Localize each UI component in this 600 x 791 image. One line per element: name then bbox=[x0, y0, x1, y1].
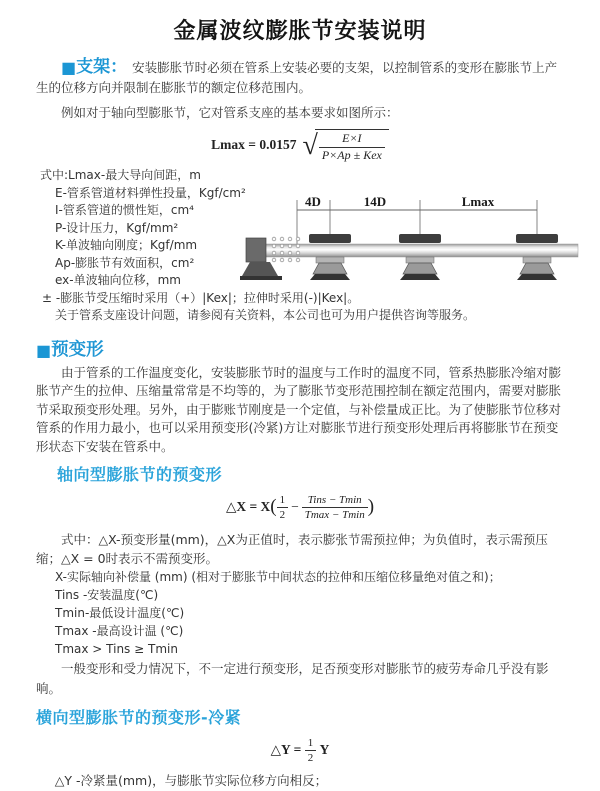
axial-formula bbox=[0, 493, 600, 523]
axial-definition-item: Tmin-最低设计温度(℃) bbox=[55, 605, 185, 620]
definition-item: P-设计压力，Kgf/mm² bbox=[55, 220, 179, 235]
support-section-paragraph bbox=[36, 57, 564, 98]
lateral-formula bbox=[0, 736, 600, 766]
page-title: 金属波纹膨胀节安装说明 bbox=[173, 19, 427, 44]
pipe-support-diagram bbox=[238, 192, 594, 290]
left-paren: ( bbox=[270, 496, 277, 518]
definition-intro: 式中:Lmax-最大导向间距，m bbox=[40, 168, 201, 183]
axial-note: 一般变形和受力情况下，不一定进行预变形，足否预变形对膨胀节的疲劳寿命几乎没有影响。 bbox=[36, 660, 549, 696]
support-intro-text: 安装膨胀节时必须在管系上安装必要的支架，以控制管系的变形在膨胀节上产生的位移方向并限制在膨胀节的额定位移范围内。 bbox=[36, 60, 558, 95]
section-square-icon: ■ bbox=[36, 340, 52, 360]
plus-minus-note: ± -膨胀节受压缩时采用（+）|Kex|；拉伸时采用(-)|Kex|。 bbox=[42, 290, 360, 305]
dim-label-lmax: Lmax bbox=[461, 194, 495, 209]
lmax-formula bbox=[0, 129, 600, 163]
definition-item: E-管系管道材料弹性投量，Kgf/cm² bbox=[55, 185, 246, 200]
axial-definition-item: Tmax -最高设计温 (℃) bbox=[55, 623, 184, 638]
half-numerator: 1 bbox=[277, 493, 289, 508]
radical-sign: √ bbox=[302, 130, 318, 162]
preform-paragraph: 由于管系的工作温度变化，安装膨胀节时的温度与工作时的温度不同，管系热膨胀冷缩对膨胀节产生的拉伸、压缩量常常是不均等的，为了膨胀节变形范围控制在额定范围内，需要对膨胀节采取预变形处理。另外，由于膨账节刚度是一个定值，与补偿量成正比。为了使膨胀节位移对管系的作用力最小，也可以采用预变形(冷紧)方让对膨胀节进行预变形处理后再将膨胀节在预变形状态下安装在管系中。 bbox=[36, 364, 562, 454]
lateral-formula-rhs: Y bbox=[319, 741, 330, 757]
service-note: 关于管系支座设计问题，请参阅有关资料，本公司也可为用户提供咨询等服务。 bbox=[55, 308, 476, 323]
support-example-text: 例如对于轴向型膨胀节，它对管系支座的基本要求如图所示： bbox=[61, 105, 399, 120]
axial-definition-item: Tmax > Tins ≥ Tmin bbox=[55, 641, 178, 656]
half-denominator: 2 bbox=[279, 509, 286, 522]
support-section-heading: 支架： bbox=[76, 57, 128, 77]
axial-definition-item: Tins -安装温度(℃) bbox=[55, 587, 159, 602]
temperature-fraction bbox=[302, 493, 368, 523]
temp-fraction-denominator: Tmax − Tmin bbox=[304, 509, 365, 522]
axial-definitions-list bbox=[36, 568, 564, 658]
lateral-subsection-heading: 横向型膨胀节的预变形-冷紧 bbox=[36, 707, 242, 727]
axial-explain-paragraph: 式中：△X-预变形量(mm)，△X为正值时，表示膨张节需预拉伸；为负值时，表示需预压缩；△X = 0时表示不需预变形。 bbox=[36, 531, 548, 566]
lmax-formula-lhs: Lmax = 0.0157 bbox=[211, 137, 297, 153]
dim-label-4d: 4D bbox=[305, 194, 321, 209]
axial-definition-item: X-实际轴向补偿量 (mm) (相对于膨胀节中间状态的拉伸和压缩位移量绝对值之和)； bbox=[55, 569, 501, 584]
lmax-formula-denominator: P×Ap ± Kex bbox=[321, 147, 382, 162]
radicand bbox=[315, 129, 389, 163]
half-fraction bbox=[277, 493, 289, 523]
definition-item: ex-单波轴向位移，mm bbox=[55, 273, 181, 288]
definition-item: Ap-膨胀节有效面积，cm² bbox=[55, 255, 195, 270]
axial-formula-lhs: △X = X bbox=[225, 499, 271, 515]
preform-section-heading bbox=[36, 336, 564, 361]
temp-fraction-numerator: Tins − Tmin bbox=[302, 493, 368, 508]
lateral-denominator: 2 bbox=[307, 752, 314, 765]
lmax-fraction bbox=[319, 131, 385, 163]
lateral-formula-lhs: △Y = bbox=[270, 741, 302, 757]
definition-item: K-单波轴向刚度；Kgf/mm bbox=[55, 238, 198, 253]
section-square-icon: ■ bbox=[61, 58, 77, 77]
lmax-formula-numerator: E×I bbox=[319, 131, 385, 148]
dim-label-14d: 14D bbox=[363, 194, 387, 209]
right-paren: ) bbox=[367, 496, 375, 518]
lateral-note: △Y -冷紧量(mm)，与膨胀节实际位移方向相反； bbox=[54, 773, 328, 789]
axial-subsection-heading: 轴向型膨胀节的预变形 bbox=[57, 465, 223, 485]
half-fraction bbox=[305, 736, 317, 766]
lateral-numerator: 1 bbox=[305, 736, 317, 751]
minus-sign: − bbox=[291, 499, 299, 515]
definition-item: I-管系管道的惯性矩，cm⁴ bbox=[55, 203, 194, 218]
preform-heading-text: 预变形 bbox=[51, 339, 104, 360]
